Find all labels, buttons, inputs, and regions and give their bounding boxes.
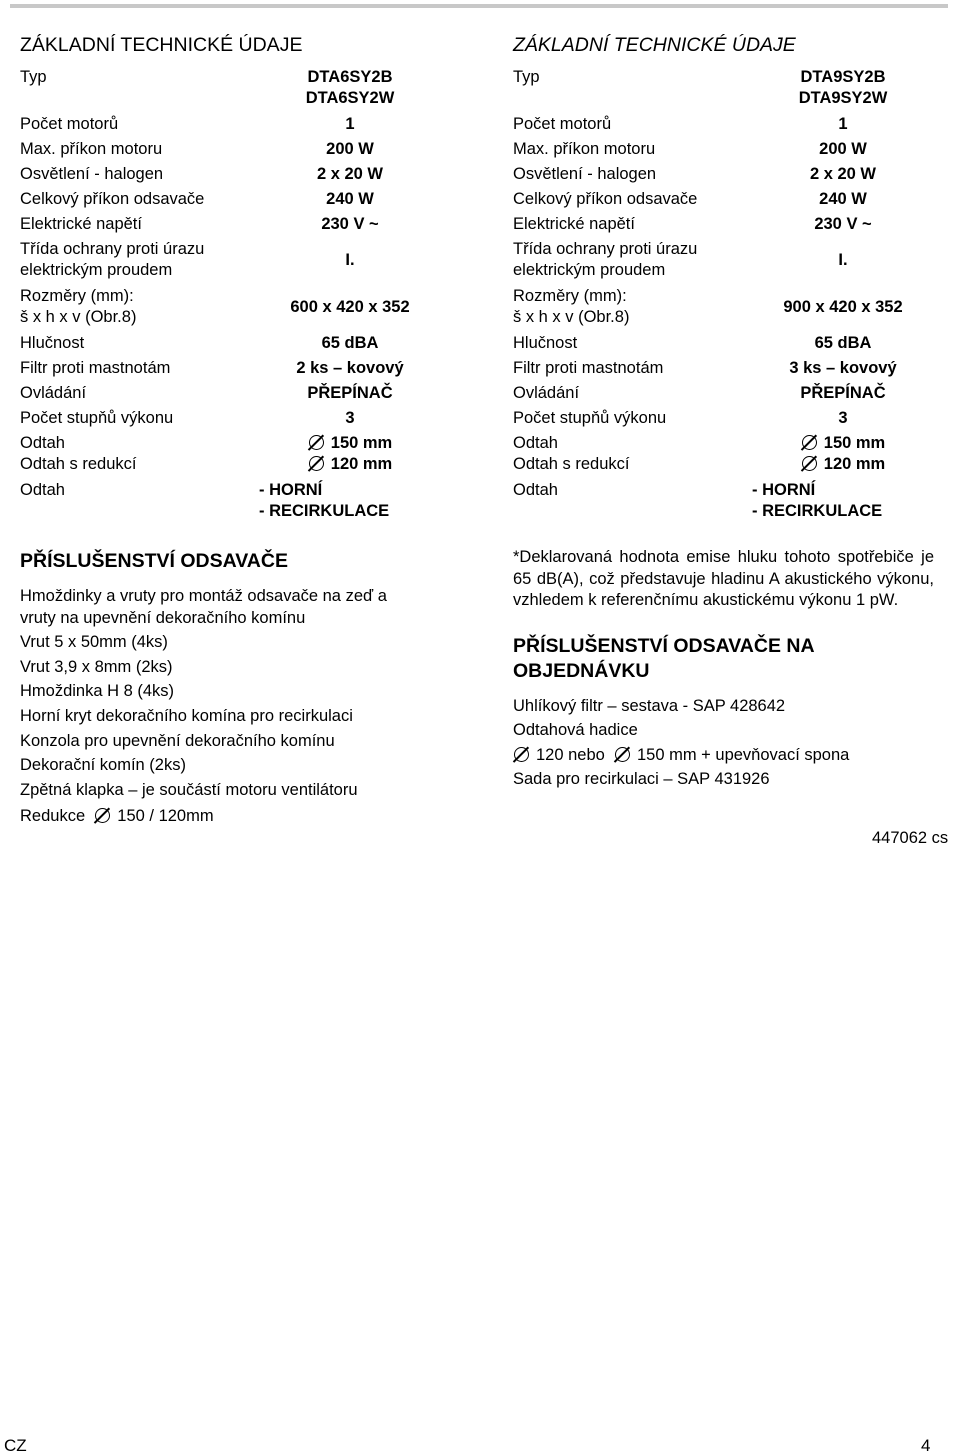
page-language: CZ: [4, 1436, 27, 1455]
spec-row-control: Ovládání PŘEPÍNAČ: [20, 384, 393, 402]
spec-row-outlet: Odtah Odtah s redukcí 150 mm 120 mm: [20, 434, 393, 473]
list-item: Sada pro recirkulaci – SAP 431926: [513, 770, 770, 789]
accessories-list: [20, 584, 450, 829]
spec-row-outlet-type: Odtah - HORNÍ - RECIRKULACE: [513, 481, 883, 520]
diameter-icon: [614, 746, 631, 763]
accessories-title: PŘÍSLUŠENSTVÍ ODSAVAČE: [20, 550, 288, 572]
right-column: [513, 34, 943, 792]
spec-row-noise: Hlučnost 65 dBA: [20, 334, 379, 352]
spec-row-filter: Filtr proti mastnotám 3 ks – kovový: [513, 359, 897, 377]
spec-row-outlet-type: Odtah - HORNÍ - RECIRKULACE: [20, 481, 390, 520]
diameter-icon: [94, 807, 111, 824]
spec-value: DTA6SY2B DTA6SY2W: [305, 68, 395, 107]
spec-row-speeds: Počet stupňů výkonu 3: [513, 409, 848, 427]
list-item: Vrut 3,9 x 8mm (2ks): [20, 657, 173, 676]
list-item: Dekorační komín (2ks): [20, 756, 186, 775]
spec-row-total: Celkový příkon odsavače 240 W: [513, 190, 867, 208]
list-item: Hmoždinky a vruty pro montáž odsavače na zeď a: [20, 587, 387, 605]
list-item: vruty na upevnění dekoračního komínu: [20, 608, 306, 627]
diameter-icon: [308, 455, 325, 472]
spec-row-light: Osvětlení - halogen 2 x 20 W: [20, 165, 384, 183]
list-item-hose: 120 nebo 150 mm + upevňovací spona: [513, 743, 943, 768]
order-list: [513, 694, 943, 792]
spec-row-speeds: Počet stupňů výkonu 3: [20, 409, 355, 427]
diameter-icon: [513, 746, 530, 763]
list-item: Konzola pro upevnění dekoračního komínu: [20, 731, 335, 750]
spec-row-motors: Počet motorů 1: [513, 115, 848, 133]
spec-row-dimensions: Rozměry (mm): š x h x v (Obr.8) 600 x 420 x 352: [20, 287, 410, 326]
spec-row-voltage: Elektrické napětí 230 V ~: [20, 215, 379, 233]
spec-row-power: Max. příkon motoru 200 W: [513, 140, 867, 158]
spec-row-voltage: Elektrické napětí 230 V ~: [513, 215, 872, 233]
spec-row-class: Třída ochrany proti úrazu elektrickým proudem I.: [20, 240, 355, 279]
spec-row-class: Třída ochrany proti úrazu elektrickým proudem I.: [513, 240, 848, 279]
spec-row-type: Typ DTA9SY2B DTA9SY2W: [513, 68, 888, 107]
list-item: Hmoždinka H 8 (4ks): [20, 682, 175, 701]
order-accessories-title: PŘÍSLUŠENSTVÍ ODSAVAČE NA OBJEDNÁVKU: [513, 634, 814, 682]
spec-row-power: Max. příkon motoru 200 W: [20, 140, 374, 158]
spec-row-control: Ovládání PŘEPÍNAČ: [513, 384, 886, 402]
spec-row-dimensions: Rozměry (mm): š x h x v (Obr.8) 900 x 420 x 352: [513, 287, 903, 326]
spec-row-outlet: Odtah Odtah s redukcí 150 mm 120 mm: [513, 434, 886, 473]
noise-note: *Deklarovaná hodnota emise hluku tohoto spotřebiče je 65 dB(A), což představuje hladinu A akustického výkonu, vzhledem k referenčnímu akustickému výkonu 1 pW.: [513, 548, 934, 609]
list-item: Horní kryt dekoračního komína pro recirkulaci: [20, 706, 353, 725]
document-code: 447062 cs: [872, 829, 949, 847]
list-item: Uhlíkový filtr – sestava - SAP 428642: [513, 696, 786, 715]
diameter-icon: [801, 434, 818, 451]
diameter-icon: [801, 455, 818, 472]
spec-row-filter: Filtr proti mastnotám 2 ks – kovový: [20, 359, 404, 377]
section-title-specs: ZÁKLADNÍ TECHNICKÉ ÚDAJE: [20, 34, 303, 56]
list-item-reduction: Redukce 150 / 120mm: [20, 807, 214, 826]
list-item: Vrut 5 x 50mm (4ks): [20, 633, 168, 652]
section-title-specs: ZÁKLADNÍ TECHNICKÉ ÚDAJE: [513, 34, 796, 56]
diameter-icon: [308, 434, 325, 451]
spec-row-noise: Hlučnost 65 dBA: [513, 334, 872, 352]
spec-row-light: Osvětlení - halogen 2 x 20 W: [513, 165, 877, 183]
spec-row-motors: Počet motorů 1: [20, 115, 355, 133]
list-item: Odtahová hadice: [513, 721, 638, 740]
spec-row-type: [20, 67, 450, 111]
top-rule: [10, 4, 948, 8]
list-item: Zpětná klapka – je součástí motoru ventilátoru: [20, 780, 358, 799]
left-column: [20, 34, 450, 829]
spec-row-total: Celkový příkon odsavače 240 W: [20, 190, 374, 208]
spec-label: Typ: [20, 68, 47, 86]
page-number: 4: [921, 1436, 931, 1455]
